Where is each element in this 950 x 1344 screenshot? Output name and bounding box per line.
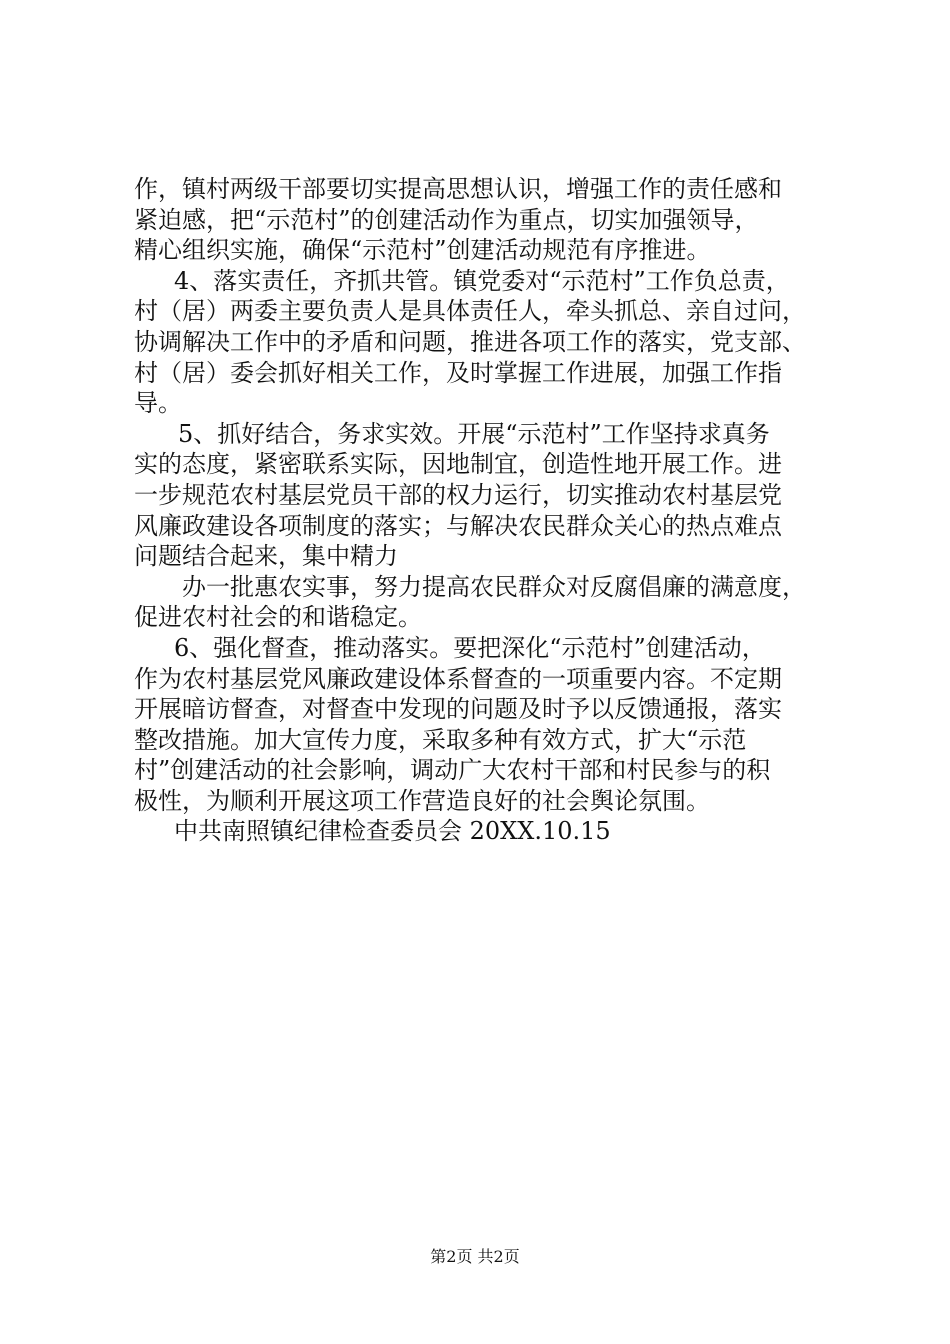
text-line: 风廉政建设各项制度的落实；与解决农民群众关心的热点难点 bbox=[134, 511, 782, 540]
text-line: 开展暗访督查，对督查中发现的问题及时予以反馈通报，落实 bbox=[134, 695, 782, 724]
text-line: 导。 bbox=[134, 389, 182, 418]
text-line: 紧迫感，把“示范村”的创建活动作为重点，切实加强领导， bbox=[134, 205, 759, 234]
document-body bbox=[134, 174, 834, 847]
text-line: 村（居）委会抓好相关工作，及时掌握工作进展，加强工作指 bbox=[134, 358, 782, 387]
text-line: 精心组织实施，确保“示范村”创建活动规范有序推进。 bbox=[134, 236, 711, 265]
paragraph-5-start: 5、抓好结合，务求实效。开展“示范村”工作坚持求真务 bbox=[178, 419, 770, 448]
text-line: 整改措施。加大宣传力度，采取多种有效方式，扩大“示范 bbox=[134, 725, 747, 754]
page-number-footer: 第2页 共2页 bbox=[430, 1247, 520, 1266]
paragraph-4-start: 4、落实责任，齐抓共管。镇党委对“示范村”工作负总责， bbox=[174, 266, 790, 295]
text-line: 村（居）两委主要负责人是具体责任人，牵头抓总、亲自过问， bbox=[134, 297, 806, 326]
text-line: 作为农村基层党风廉政建设体系督查的一项重要内容。不定期 bbox=[134, 664, 782, 693]
text-line: 一步规范农村基层党员干部的权力运行，切实推动农村基层党 bbox=[134, 480, 782, 509]
text-line: 实的态度，紧密联系实际，因地制宜，创造性地开展工作。进 bbox=[134, 450, 782, 479]
text-line: 作，镇村两级干部要切实提高思想认识，增强工作的责任感和 bbox=[134, 175, 782, 203]
text-line: 促进农村社会的和谐稳定。 bbox=[134, 603, 422, 632]
text-line: 问题结合起来，集中精力 bbox=[134, 542, 398, 571]
paragraph-6-start: 6、强化督查，推动落实。要把深化“示范村”创建活动， bbox=[174, 633, 766, 662]
text-line: 极性，为顺利开展这项工作营造良好的社会舆论氛围。 bbox=[134, 786, 710, 815]
signature-line: 中共南照镇纪律检查委员会 20XX.10.15 bbox=[174, 817, 611, 846]
text-line: 协调解决工作中的矛盾和问题，推进各项工作的落实，党支部、 bbox=[134, 327, 806, 356]
paragraph-continuation: 办一批惠农实事，努力提高农民群众对反腐倡廉的满意度， bbox=[182, 572, 806, 601]
text-line: 村”创建活动的社会影响，调动广大农村干部和村民参与的积 bbox=[134, 756, 771, 785]
